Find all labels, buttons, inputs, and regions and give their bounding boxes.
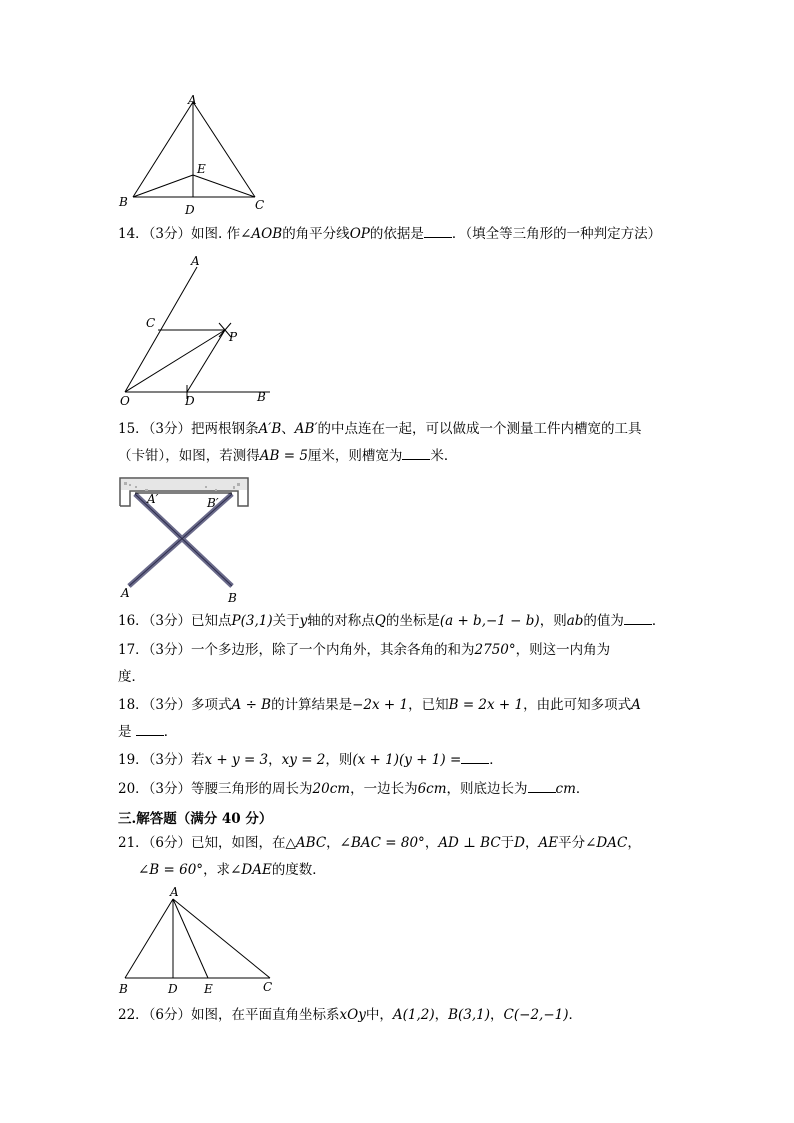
section-title: 三.解答题（满分 40 分） [118,811,273,827]
text: ，已知 [408,697,449,713]
math: (x + 1)(y + 1) = [352,752,462,768]
label-b: B [257,390,266,404]
question-number: 14．（3分） [118,226,192,242]
math: B(3,1) [448,1007,491,1023]
text: 的依据是 [369,226,424,242]
text: ，则这一内角为 [515,642,611,658]
label-d: D [168,982,178,996]
label-e: E [204,982,213,996]
question-19 [118,751,503,769]
math: OP [349,226,370,242]
text: ，则底边长为 [446,781,528,797]
math: x + y = 3 [204,752,269,768]
math: ab [566,613,584,629]
math: 20cm [312,781,351,797]
question-number: 18．（3分） [118,697,192,713]
text: ． [163,724,178,740]
text: ， [326,835,340,851]
label-b-prime: B′ [207,496,219,510]
text: ，则 [325,752,353,768]
text: 的中点连在一起，可以做成一个测量工件内槽宽的工具 [317,421,642,437]
math: AB = 5 [259,448,308,464]
figure-triangle-abc-with-e [115,92,275,217]
question-15-line-1 [118,420,642,438]
math: C(−2,−1) [503,1007,569,1023]
text: 中， [365,1007,393,1023]
math: 6cm [417,781,447,797]
label-d: D [185,203,195,217]
answer-blank [624,612,652,625]
text: 已知点 [191,613,232,629]
text: 关于 [272,613,300,629]
question-18-line-1 [118,696,641,714]
math: ∠B = 60° [138,862,204,878]
math: xOy [339,1007,366,1023]
figure-angle-bisector [115,255,280,410]
text: ，由此可知多项式 [523,697,632,713]
text: ，则 [539,613,567,629]
text: 如图. 作 [191,226,241,242]
math: ∠BAC = 80° [339,835,425,851]
question-21-line-2 [138,861,326,879]
text: 轴的对称点 [307,613,375,629]
text: ，求 [203,862,231,878]
text: 平分 [558,835,586,851]
text: ． [651,613,666,629]
math: ∠AOB [240,226,283,242]
text: 把两根钢条 [191,421,259,437]
math: ∠DAC [585,835,628,851]
text: 一个多边形，除了一个内角外，其余各角的和为 [191,642,475,658]
question-22 [118,1006,582,1024]
text: ， [434,1007,449,1023]
text: 是 [118,724,132,740]
math: A(1,2) [392,1007,435,1023]
text: 的值为 [583,613,624,629]
answer-blank [136,723,164,736]
math: 2750° [474,642,516,658]
text: ， [627,835,641,851]
label-a: A [188,93,197,107]
text: 的计算结果是 [271,697,353,713]
text: 厘米，则槽宽为 [307,448,403,464]
math: cm [555,781,576,797]
text: 若 [191,752,205,768]
label-p: P [229,330,238,344]
label-a: A [170,885,179,899]
math: AE [538,835,559,851]
question-number: 15．（3分） [118,421,192,437]
text: 于 [500,835,515,851]
text: ． [575,781,590,797]
text: 多项式 [191,697,232,713]
text: ．（填全等三角形的一种判定方法） [451,226,662,242]
text: ． [489,752,503,768]
question-number: 21．（6分） [118,835,192,851]
text: ， [525,835,539,851]
label-c: C [255,198,265,212]
math: xy = 2 [281,752,326,768]
math: D [514,835,525,851]
question-number: 16．（3分） [118,613,192,629]
label-a: A [121,586,130,600]
answer-blank [424,225,452,238]
text: ， [490,1007,504,1023]
math: A [631,697,641,713]
label-b: B [228,591,237,605]
label-c: C [263,980,273,994]
figure-caliper [115,474,255,606]
question-16 [118,612,665,630]
text: 、 [281,421,295,437]
label-a-prime: A′ [147,492,159,506]
math: y [299,613,308,629]
question-number: 19．（3分） [118,752,192,768]
math: A′B [258,421,282,437]
math: △ABC [285,835,327,851]
question-14 [118,225,661,243]
math: ∠DAE [230,862,272,878]
math: A ÷ B [231,697,272,713]
question-number: 20．（3分） [118,781,192,797]
math: P(3,1) [231,613,273,629]
math: −2x + 1 [352,697,409,713]
text: 米． [430,448,458,464]
answer-blank [402,447,430,460]
label-c: C [146,316,156,330]
figure-triangle-abc-altitude [115,885,285,1000]
text: 度． [118,669,145,685]
question-17-line-1 [118,641,610,659]
answer-blank [528,780,556,793]
question-15-line-2 [118,447,457,465]
math: B = 2x + 1 [448,697,524,713]
math: Q [374,613,386,629]
question-18-line-2 [118,723,177,741]
text: 的角平分线 [282,226,350,242]
text: 的坐标是 [385,613,440,629]
text: ，一边长为 [350,781,418,797]
label-e: E [197,162,206,176]
text: ， [424,835,439,851]
label-a: A [191,255,200,268]
text: （卡钳），如图，若测得 [118,448,260,464]
text: 的度数． [271,862,326,878]
text: 等腰三角形的周长为 [191,781,313,797]
question-17-line-2 [118,668,145,686]
text: ， [268,752,282,768]
text: 已知，如图，在 [191,835,286,851]
question-21-line-1 [118,834,641,852]
question-number: 17．（3分） [118,642,192,658]
label-o: O [120,394,130,408]
label-b: B [119,195,128,209]
math: (a + b,−1 − b) [439,613,540,629]
text: 如图，在平面直角坐标系 [191,1007,340,1023]
math: AB′ [294,421,318,437]
answer-blank [461,751,489,764]
label-b: B [119,982,128,996]
math: AD ⊥ BC [438,835,501,851]
label-d: D [185,394,195,408]
question-number: 22．（6分） [118,1007,192,1023]
question-20 [118,780,589,798]
text: ． [568,1007,583,1023]
